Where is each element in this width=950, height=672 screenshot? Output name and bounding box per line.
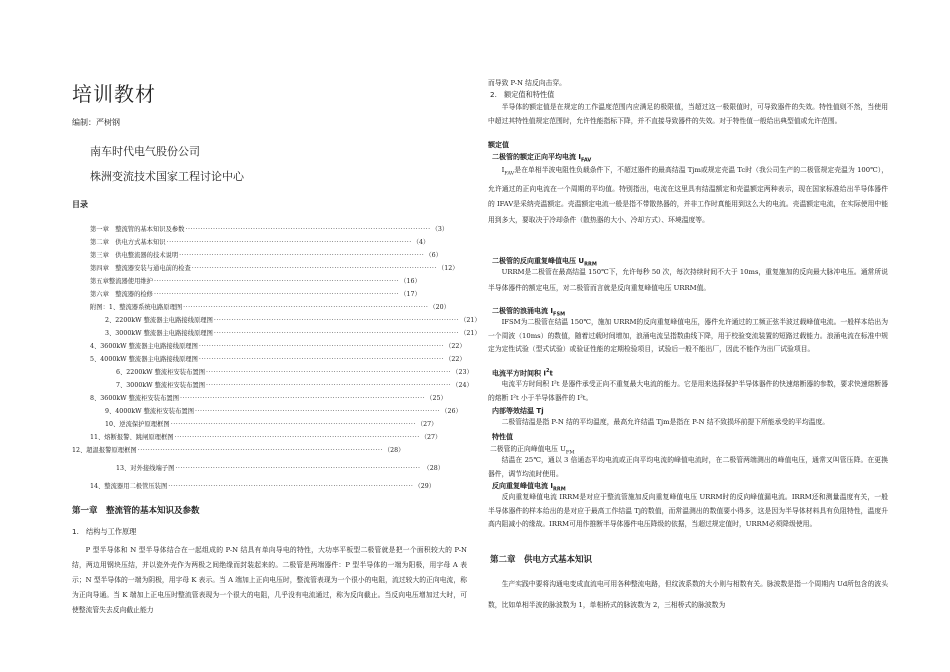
toc-heading: 目录 bbox=[72, 200, 88, 209]
heading-tj: 内部等效结温 Tj bbox=[492, 407, 544, 415]
toc-entry[interactable]: 2、2200kW 整流器主电路接线原理图 ·································································································· （21） bbox=[105, 317, 481, 324]
toc-entry[interactable]: 12、超温报警原理框图 ·································································································· （28） bbox=[72, 447, 405, 454]
paragraph-structure: P 型半导体和 N 型半导体结合在一起组成的 P-N 结具有单向导电的特性，大功率平板型二极管就是把一个面积较大的 P-N 结，两边用钢块压结，并以瓷外壳作为两极之间绝缘而封装起来的。二极管是两端器件：P 型半导体的一端为阳极，用字母 A 表示；N 型半导体的一端为阴极，用字母 K 表示。当 A 端加上正向电压时，整流管表现为一个很小的电阻，流过较大的正向电流，称为正向导通。当 K 端加上正电压时整流管表现为一个很大的电阻，几乎没有电流通过，称为反向截止。当反向电压增加过大时，可使整流管失去反向截止能力 bbox=[72, 546, 467, 614]
paragraph-chapter-2: 生产实践中要将沟通电变成直流电可用各种整流电路，但纹波系数的大小则与相数有关。脉波数是指一个周期内 Ud所包含的波头数，比如单相半波的脉波数为 1，单相桥式的脉波数为 2，三相桥式的脉波数为 bbox=[488, 580, 888, 609]
toc-entry[interactable]: 附图：1、整流器系统电路原理图 ·································································································· （20） bbox=[90, 304, 450, 311]
heading-i2t: 电流平方时间积 $I^2t$ bbox=[492, 368, 553, 378]
toc-entry[interactable]: 第四章 整流器安装与通电前的检查 ·································································································· （12） bbox=[90, 265, 459, 272]
paragraph-i2t: 电流平方时间积 I²t 是器件承受正向不重复最大电流的能力。它是用来选择保护半导体器件的快速熔断器的参数，要求快速熔断器的熔断 I²t 小于半导体器件的 I²t。 bbox=[488, 380, 888, 402]
heading-ifav: 二极管的额定正向平均电流 $I_{FAV}$ bbox=[492, 153, 592, 164]
toc-entry[interactable]: 11、熔断报警、跳闸原理框图 ·································································································· （27） bbox=[90, 434, 442, 441]
toc-entry[interactable]: 10、逆流保护原理框图 ·································································································· （27） bbox=[105, 421, 438, 428]
toc-entry[interactable]: 9、4000kW 整流柜安装布置图 ·································································································· （26） bbox=[105, 408, 462, 415]
heading-irrm: 反向重复峰值电流 $I_{RRM}$ bbox=[492, 482, 566, 493]
toc-entry[interactable]: 3、3000kW 整流器主电路接线原理图 ·································································································· （21） bbox=[105, 330, 481, 337]
toc-entry[interactable]: 第三章 供电整流器的技术说明 ·································································································· （6） bbox=[90, 252, 442, 259]
characteristic-values-heading: 特性值 bbox=[492, 433, 513, 441]
toc-entry[interactable]: 8、3600kW 整流柜安装布置图 ·································································································· （25） bbox=[90, 395, 447, 402]
section-1-heading: 1. 结构与工作原理 bbox=[72, 527, 137, 536]
toc-entry[interactable]: 7、3000kW 整流柜安装布置图 ·································································································· （24） bbox=[116, 382, 473, 389]
document-title: 培训教材 bbox=[72, 82, 156, 106]
toc-entry[interactable]: 第六章 整流器的检修 ·································································································· （17） bbox=[90, 291, 421, 298]
toc-entry[interactable]: 第一章 整流管的基本知识及参数 ·································································································· （3） bbox=[90, 226, 449, 233]
rated-values-heading: 额定值 bbox=[488, 141, 509, 149]
organization-1: 南车时代电气股份公司 bbox=[90, 145, 200, 158]
toc-entry[interactable]: 第五章整流器使用维护 ·································································································· （16） bbox=[90, 278, 421, 285]
paragraph-irrm: 反向重复峰值电流 IRRM是对应于整流管施加反向重复峰值电压 URRM时的反向峰值漏电流。IRRM还和测量温度有关，一般半导体器件的样本给出的是对应于最高工作结温 Tj的数值，而常温测出的数值要小得多，这是因为半导体材料具有负阻特性，温度升高内阻减小的缘故。IRRM可用作推断半导体器件电压降级的依据，当超过规定值时，URRM必须降级使用。 bbox=[488, 493, 888, 528]
toc-entry[interactable]: 14、整流器用二极管压装图 ·································································································· （29） bbox=[90, 483, 436, 490]
paragraph-tj: 二极管结温是指 P-N 结的平均温度，最高允许结温 Tjm是指在 P-N 结不致损坏前提下所能承受的平均温度。 bbox=[501, 418, 830, 426]
heading-ufm: 二极管的正向峰值电压 $U_{FM}$ bbox=[490, 445, 575, 456]
paragraph-ifav: $I_{FAV}$是在单相半波电阻性负载条件下，不超过器件的最高结温 Tjm或规定壳温 Tc时（我公司生产的二极管规定壳温为 100℃），允许通过的正向电流在一个周期的平均值。特别指出，电流在这里具有结温额定和壳温额定两种表示，现在国家标准给出半导体器件的 IFAV是采纳壳温额定。壳温额定电流一般是指不带散热器的，并非工作时真能用到这么大的电流。壳温额定电流，在实际使用中能用到多大，要取决于冷却条件（散热器的大小、冷却方式）、环境温度等。 bbox=[488, 166, 888, 224]
heading-ifsm: 二极管的浪涌电流 $I_{FSM}$ bbox=[492, 307, 566, 318]
toc-entry[interactable]: 6、2200kW 整流柜安装布置图 ·································································································· （23） bbox=[116, 369, 473, 376]
paragraph-urrm: URRM是二极管在最高结温 150℃下，允许每秒 50 次，每次持续时间不大于 10ms，重复施加的反向最大脉冲电压。通常所说半导体器件的额定电压，对二极管而言就是反向重复峰值电压 URRM值。 bbox=[488, 268, 888, 292]
continued-text: 而导致 P-N 结反向击穿。 bbox=[488, 79, 566, 87]
organization-2: 株洲变流技术国家工程讨论中心 bbox=[90, 170, 244, 183]
chapter-1-heading: 第一章 整流管的基本知识及参数 bbox=[72, 506, 200, 516]
section-2-heading: 2. 额定值和特性值 bbox=[490, 90, 555, 99]
toc-entry[interactable]: 13、对外接线端子图 ·································································································· （28） bbox=[116, 465, 444, 472]
editor-line: 编制：严树钢 bbox=[72, 118, 120, 127]
chapter-2-heading: 第二章 供电方式基本知识 bbox=[490, 555, 593, 565]
toc-entry[interactable]: 4、3600kW 整流器主电路接线原理图 ·································································································· （22） bbox=[90, 343, 466, 350]
heading-urrm: 二极管的反向重复峰值电压 $U_{RRM}$ bbox=[492, 257, 597, 268]
paragraph-rated-values: 半导体的额定值是在规定的工作温度范围内应满足的极限值，当超过这一极限值时，可导致器件的失效。特性值则不然，当使用中超过其特性值规定范围时，允许性能指标下降，并不直接导致器件的失效。对于特性值一般给出典型值或允许范围。 bbox=[488, 103, 888, 125]
toc-entry[interactable]: 第二章 供电方式基本知识 ·································································································· （4） bbox=[90, 239, 430, 246]
paragraph-ufm: 结温在 25℃，通以 3 倍通态平均电流或正向平均电流的峰值电流时，在二极管两端测出的峰值电压，通常又叫管压降。在更换器件，调节均流时使用。 bbox=[488, 456, 888, 478]
paragraph-ifsm: IFSM为二极管在结温 150℃，施加 URRM的反向重复峰值电压，器件允许通过的工频正弦半波过载峰值电流。一般样本给出为一个周波（10ms）的数值，随着过载时间增加，浪涌电流呈指数曲线下降，用于校验变流装置的短路过载能力。浪涌电流在标准中规定为定性试验（型式试验）或验证性能的定期检验项目，试验后一般不能出厂，因此不能作为出厂试验项目。 bbox=[488, 318, 888, 353]
toc-entry[interactable]: 5、4000kW 整流器主电路接线原理图 ·································································································· （22） bbox=[90, 356, 466, 363]
